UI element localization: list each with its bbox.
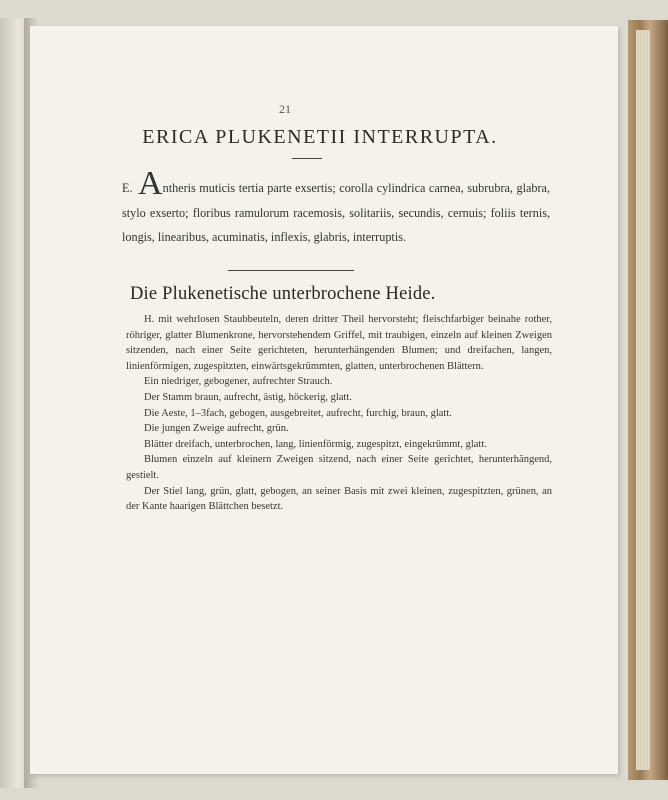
page-number: 21 bbox=[279, 102, 291, 116]
page-title: ERICA PLUKENETII INTERRUPTA. bbox=[142, 126, 498, 148]
german-paragraph: Ein niedriger, gebogener, aufrechter Strauch. bbox=[144, 376, 333, 388]
section-divider bbox=[228, 270, 354, 271]
german-paragraph: Der Stiel lang, grün, glatt, gebogen, an seiner Basis mit zwei kleinen, zugespitzten, grünen, an der Kante haarigen Blättchen besetzt. bbox=[126, 485, 552, 513]
german-paragraph: Die Aeste, 1–3fach, gebogen, ausgebreitet, aufrecht, furchig, braun, glatt. bbox=[144, 407, 452, 419]
decorative-initial: A bbox=[138, 165, 163, 202]
german-description bbox=[126, 312, 552, 515]
german-heading: Die Plukenetische unterbrochene Heide. bbox=[130, 284, 436, 304]
page-block-edges bbox=[636, 30, 650, 770]
german-paragraph: H. mit wehrlosen Staubbeuteln, deren dritter Theil hervorsteht; fleischfarbiger beinahe rother, röhriger, glatter Blumenkrone, hervorstehendem Griffel, mit traubigen, einzeln auf kleinen Zweigen sitzenden, nach einer Seite gerichteten, herunterhängenden Blumen; und dreifachen, langen, linienförmigen, zugespitzten, einwärtsgekrümmten, glatten, unterbrochenen Blättern. bbox=[126, 314, 552, 372]
german-paragraph: Die jungen Zweige aufrecht, grün. bbox=[144, 423, 289, 435]
german-paragraph: Der Stamm braun, aufrecht, ästig, höckerig, glatt. bbox=[144, 391, 352, 403]
latin-description-text: ntheris muticis tertia parte exsertis; corolla cylindrica carnea, subrubra, glabra, stylo exserto; floribus ramulorum racemosis, solitariis, secundis, cernuis; foliis ternis, longis, linearibus, acuminatis, inflexis, glabris, interruptis. bbox=[122, 181, 550, 244]
german-paragraph: Blätter dreifach, unterbrochen, lang, linienförmig, zugespitzt, eingekrümmt, glatt. bbox=[144, 438, 487, 450]
latin-description bbox=[122, 165, 550, 250]
title-rule bbox=[292, 158, 322, 159]
german-paragraph: Blumen einzeln auf kleinern Zweigen sitzend, nach einer Seite gerichtet, herunterhängend, gestielt. bbox=[126, 454, 552, 481]
book-page bbox=[30, 26, 618, 774]
genus-abbreviation: E. bbox=[122, 181, 133, 195]
